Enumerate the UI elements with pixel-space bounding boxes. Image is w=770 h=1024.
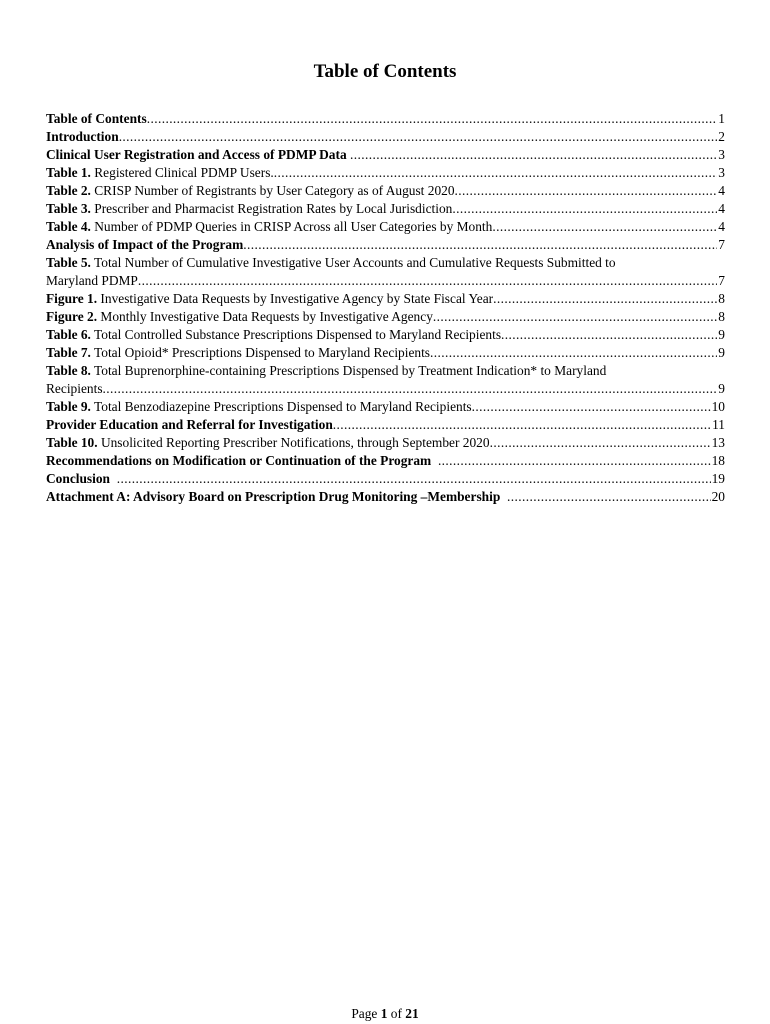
- toc-entry-text: Investigative Data Requests by Investigative Agency by State Fiscal Year: [97, 291, 494, 306]
- toc-entry-attachment-a[interactable]: [46, 488, 725, 506]
- toc-entry-label: Introduction: [46, 129, 119, 144]
- toc-page-number: 3: [718, 165, 725, 180]
- toc-page-number: 19: [711, 471, 725, 486]
- toc-page-number: 18: [711, 453, 725, 468]
- toc-page-number: 2: [718, 129, 725, 144]
- dot-leader: [103, 380, 718, 398]
- toc-entry-prefix: Table 4.: [46, 219, 91, 234]
- table-of-contents: [46, 110, 725, 506]
- toc-entry-text: Unsolicited Reporting Prescriber Notifications, through September 2020: [97, 435, 490, 450]
- toc-entry-clinical-user-registration[interactable]: [46, 146, 725, 164]
- toc-entry-prefix: Table 9.: [46, 399, 91, 414]
- toc-page-number: 1: [718, 111, 725, 126]
- toc-entry-table-6[interactable]: [46, 326, 725, 344]
- toc-entry-provider-education[interactable]: [46, 416, 725, 434]
- toc-entry-text: Number of PDMP Queries in CRISP Across all User Categories by Month: [90, 219, 493, 234]
- toc-page-number: 4: [718, 201, 725, 216]
- toc-entry-text: CRISP Number of Registrants by User Category as of August 2020: [90, 183, 455, 198]
- dot-leader: [472, 398, 711, 416]
- toc-entry-prefix: Figure 1.: [46, 291, 98, 306]
- toc-page-number: 7: [718, 273, 725, 288]
- toc-entry-text-continued: Recipients: [46, 381, 103, 396]
- footer-total-pages: 21: [405, 1006, 419, 1021]
- toc-entry-table-8[interactable]: [46, 362, 725, 398]
- toc-entry-prefix: Table 7.: [46, 345, 91, 360]
- dot-leader: [117, 470, 711, 488]
- toc-entry-table-of-contents[interactable]: [46, 110, 725, 128]
- toc-entry-prefix: Table 2.: [46, 183, 91, 198]
- toc-entry-text: Total Controlled Substance Prescriptions Dispensed to Maryland Recipients: [90, 327, 502, 342]
- dot-leader: [430, 344, 717, 362]
- toc-page-number: 11: [712, 417, 725, 432]
- toc-entry-table-9[interactable]: [46, 398, 725, 416]
- toc-entry-label: Provider Education and Referral for Investigation: [46, 417, 333, 432]
- toc-page-number: 9: [718, 381, 725, 396]
- toc-entry-table-10[interactable]: [46, 434, 725, 452]
- dot-leader: [119, 128, 718, 146]
- toc-page-number: 20: [711, 489, 725, 504]
- toc-entry-label: Conclusion: [46, 471, 114, 486]
- dot-leader: [452, 200, 717, 218]
- toc-entry-figure-2[interactable]: [46, 308, 725, 326]
- dot-leader: [490, 434, 711, 452]
- dot-leader: [243, 236, 717, 254]
- dot-leader: [274, 164, 718, 182]
- toc-entry-recommendations[interactable]: [46, 452, 725, 470]
- toc-entry-text: Total Opioid* Prescriptions Dispensed to Maryland Recipients: [90, 345, 431, 360]
- toc-entry-prefix: Table 8.: [46, 363, 91, 378]
- toc-entry-prefix: Table 1.: [46, 165, 91, 180]
- footer-current-page: 1: [380, 1006, 388, 1021]
- toc-entry-text: Monthly Investigative Data Requests by Investigative Agency: [97, 309, 433, 324]
- toc-entry-text: Total Number of Cumulative Investigative User Accounts and Cumulative Requests Submitted to: [90, 255, 616, 270]
- toc-entry-label: Attachment A: Advisory Board on Prescription Drug Monitoring –Membership: [46, 489, 504, 504]
- dot-leader: [493, 290, 717, 308]
- toc-page-number: 13: [711, 435, 725, 450]
- toc-page-number: 10: [711, 399, 725, 414]
- toc-entry-table-7[interactable]: [46, 344, 725, 362]
- toc-page-number: 3: [718, 147, 725, 162]
- toc-entry-figure-1[interactable]: [46, 290, 725, 308]
- dot-leader: [138, 272, 717, 290]
- toc-entry-label: Analysis of Impact of the Program: [46, 237, 244, 252]
- toc-entry-text: Total Buprenorphine-containing Prescriptions Dispensed by Treatment Indication* to Maryland: [90, 363, 607, 378]
- toc-entry-table-1[interactable]: [46, 164, 725, 182]
- toc-entry-label: Table of Contents: [46, 111, 147, 126]
- toc-page-number: 8: [718, 291, 725, 306]
- footer-page-label: Page: [351, 1006, 381, 1021]
- toc-entry-text: Registered Clinical PDMP Users.: [90, 165, 274, 180]
- toc-entry-prefix: Table 5.: [46, 255, 91, 270]
- toc-entry-text: Prescriber and Pharmacist Registration Rates by Local Jurisdiction: [90, 201, 453, 216]
- dot-leader: [455, 182, 718, 200]
- dot-leader: [507, 488, 711, 506]
- toc-entry-table-4[interactable]: [46, 218, 725, 236]
- dot-leader: [433, 308, 717, 326]
- toc-entry-conclusion[interactable]: [46, 470, 725, 488]
- toc-entry-analysis-of-impact[interactable]: [46, 236, 725, 254]
- dot-leader: [501, 326, 717, 344]
- toc-entry-table-3[interactable]: [46, 200, 725, 218]
- toc-entry-prefix: Table 10.: [46, 435, 98, 450]
- toc-page-number: 4: [718, 219, 725, 234]
- toc-page-number: 7: [718, 237, 725, 252]
- toc-entry-text-continued: Maryland PDMP: [46, 273, 138, 288]
- toc-entry-prefix: Figure 2.: [46, 309, 98, 324]
- dot-leader: [438, 452, 711, 470]
- toc-page-number: 9: [718, 345, 725, 360]
- dot-leader: [147, 110, 718, 128]
- page-footer: [0, 1006, 770, 1022]
- toc-entry-table-5[interactable]: [46, 254, 725, 290]
- toc-entry-introduction[interactable]: [46, 128, 725, 146]
- toc-entry-label: Clinical User Registration and Access of PDMP Data: [46, 147, 347, 162]
- dot-leader: [492, 218, 717, 236]
- toc-entry-table-2[interactable]: [46, 182, 725, 200]
- page-title: Table of Contents: [313, 61, 457, 82]
- toc-page-number: 4: [718, 183, 725, 198]
- toc-page-number: 9: [718, 327, 725, 342]
- toc-entry-prefix: Table 3.: [46, 201, 91, 216]
- toc-page-number: 8: [718, 309, 725, 324]
- dot-leader: [350, 146, 717, 164]
- toc-entry-prefix: Table 6.: [46, 327, 91, 342]
- toc-entry-label: Recommendations on Modification or Continuation of the Program: [46, 453, 435, 468]
- footer-of-label: of: [387, 1006, 406, 1021]
- toc-entry-text: Total Benzodiazepine Prescriptions Dispensed to Maryland Recipients: [90, 399, 472, 414]
- dot-leader: [333, 416, 711, 434]
